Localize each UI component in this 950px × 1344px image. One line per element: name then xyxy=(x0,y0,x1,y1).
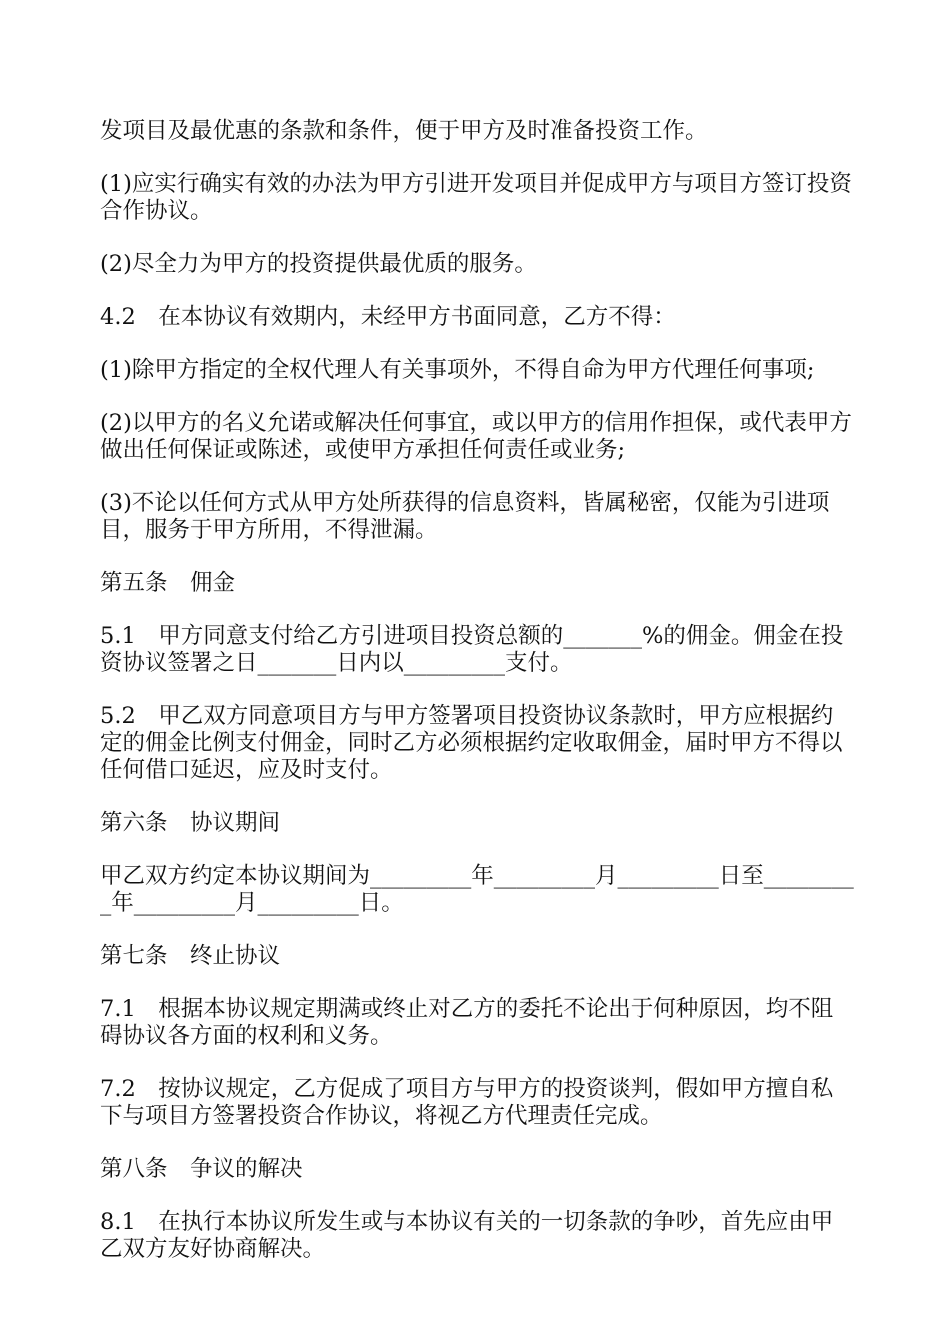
paragraph: 5.2 甲乙双方同意项目方与甲方签署项目投资协议条款时，甲方应根据约定的佣金比例支付佣金，同时乙方必须根据约定收取佣金，届时甲方不得以任何借口延迟，应及时支付。 xyxy=(100,703,843,783)
paragraph: 发项目及最优惠的条款和条件，便于甲方及时准备投资工作。 xyxy=(100,118,708,144)
paragraph: (1)除甲方指定的全权代理人有关事项外，不得自命为甲方代理任何事项; xyxy=(100,357,815,383)
section-heading: 第五条 佣金 xyxy=(100,570,236,596)
paragraph: (2)以甲方的名义允诺或解决任何事宜，或以甲方的信用作担保，或代表甲方做出任何保证或陈述，或使甲方承担任何责任或业务; xyxy=(100,410,852,463)
paragraph: 8.1 在执行本协议所发生或与本协议有关的一切条款的争吵，首先应由甲乙双方友好协商解决。 xyxy=(100,1209,834,1262)
document-page xyxy=(100,118,855,1289)
paragraph: 4.2 在本协议有效期内，未经甲方书面同意，乙方不得： xyxy=(100,304,676,330)
section-heading: 第六条 协议期间 xyxy=(100,810,281,836)
section-heading: 第八条 争议的解决 xyxy=(100,1156,303,1182)
paragraph: (1)应实行确实有效的办法为甲方引进开发项目并促成甲方与项目方签订投资合作协议。 xyxy=(100,171,852,224)
paragraph: (3)不论以任何方式从甲方处所获得的信息资料，皆属秘密，仅能为引进项目，服务于甲方所用，不得泄漏。 xyxy=(100,490,830,543)
paragraph: 7.2 按协议规定，乙方促成了项目方与甲方的投资谈判，假如甲方擅自私下与项目方签署投资合作协议，将视乙方代理责任完成。 xyxy=(100,1076,834,1129)
paragraph: (2)尽全力为甲方的投资提供最优质的服务。 xyxy=(100,251,537,277)
paragraph: 7.1 根据本协议规定期满或终止对乙方的委托不论出于何种原因，均不阻碍协议各方面的权利和义务。 xyxy=(100,996,834,1049)
paragraph: 甲乙双方约定本协议期间为_________年_________月_________日至_________年_________月_________日。 xyxy=(100,863,854,916)
section-heading: 第七条 终止协议 xyxy=(100,943,281,969)
paragraph: 5.1 甲方同意支付给乙方引进项目投资总额的_______%的佣金。佣金在投资协议签署之日_______日内以_________支付。 xyxy=(100,623,844,676)
